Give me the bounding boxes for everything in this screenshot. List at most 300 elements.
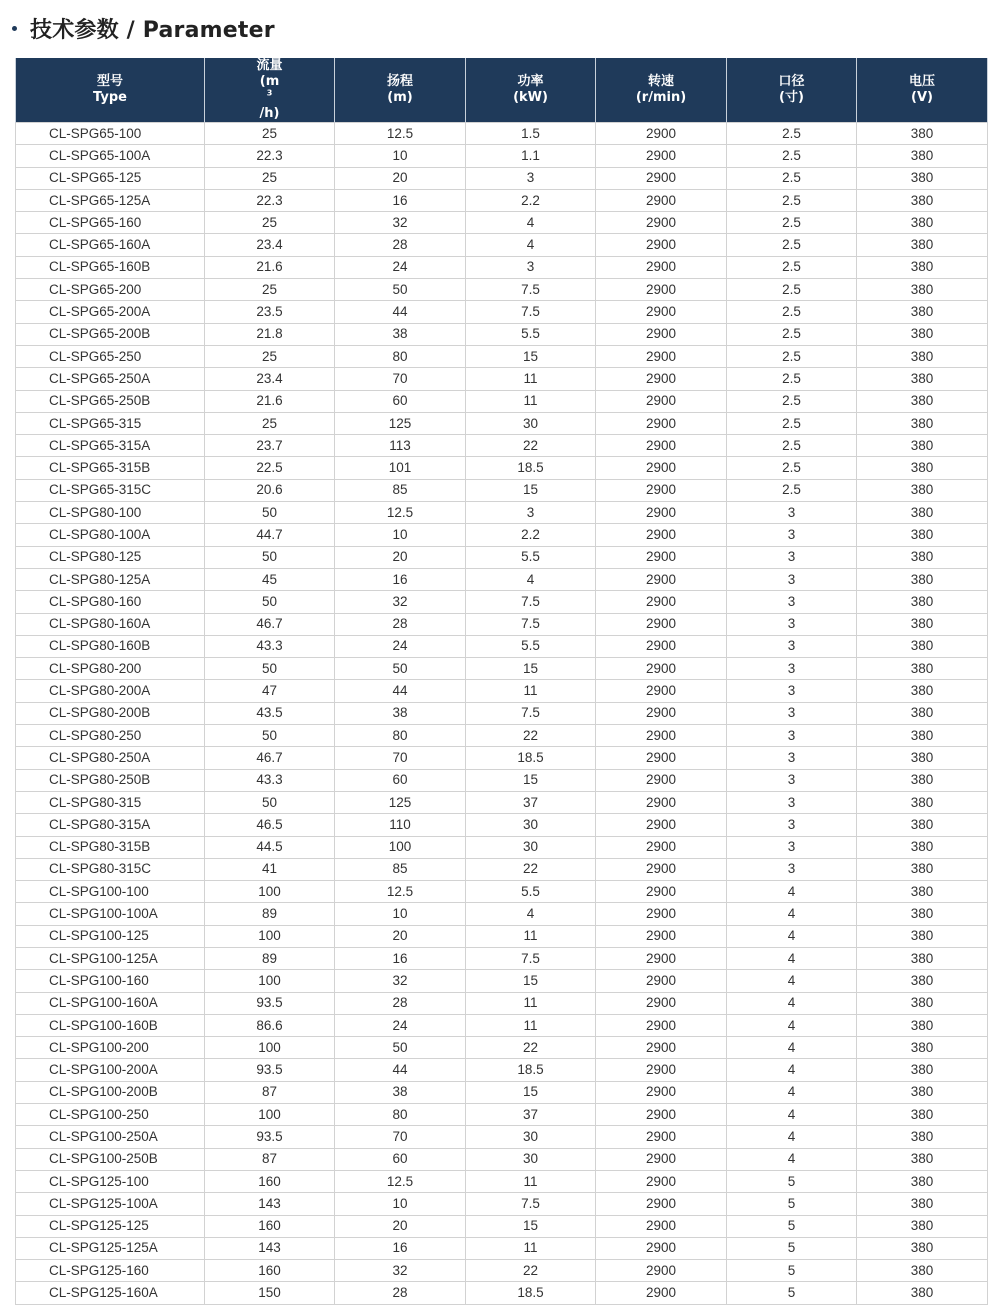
cell-head: 24 [335,256,466,278]
cell-speed: 2900 [596,345,727,367]
header-flow [205,58,335,123]
table-row [16,546,988,568]
cell-head: 24 [335,635,466,657]
cell-head: 16 [335,189,466,211]
cell-voltage: 380 [857,323,988,345]
cell-type: CL-SPG100-160B [16,1014,205,1036]
cell-speed: 2900 [596,903,727,925]
cell-voltage: 380 [857,658,988,680]
cell-type: CL-SPG65-200A [16,301,205,323]
header-type-cn: 型号 [96,74,123,89]
table-row [16,1037,988,1059]
cell-type: CL-SPG65-160B [16,256,205,278]
cell-caliber: 4 [727,970,857,992]
cell-speed: 2900 [596,970,727,992]
cell-voltage: 380 [857,457,988,479]
table-row [16,881,988,903]
cell-caliber: 4 [727,1081,857,1103]
cell-type: CL-SPG65-315 [16,412,205,434]
cell-flow: 22.3 [205,145,335,167]
cell-head: 10 [335,1193,466,1215]
cell-type: CL-SPG80-200 [16,658,205,680]
cell-speed: 2900 [596,323,727,345]
table-row [16,189,988,211]
table-row [16,212,988,234]
table-body [16,123,988,1305]
cell-speed: 2900 [596,189,727,211]
cell-type: CL-SPG80-250A [16,747,205,769]
cell-type: CL-SPG65-250 [16,345,205,367]
cell-voltage: 380 [857,702,988,724]
cell-type: CL-SPG65-125A [16,189,205,211]
cell-head: 80 [335,725,466,747]
table-row [16,925,988,947]
header-caliber-cn: 口径 [778,74,805,89]
cell-flow: 150 [205,1282,335,1304]
cell-flow: 46.7 [205,613,335,635]
cell-caliber: 5 [727,1260,857,1282]
table-row [16,524,988,546]
cell-head: 24 [335,1014,466,1036]
cell-voltage: 380 [857,189,988,211]
cell-power: 1.5 [466,123,596,145]
cell-speed: 2900 [596,925,727,947]
cell-flow: 25 [205,279,335,301]
cell-head: 28 [335,1282,466,1304]
cell-flow: 87 [205,1148,335,1170]
cell-speed: 2900 [596,123,727,145]
table-row [16,791,988,813]
cell-type: CL-SPG80-100 [16,502,205,524]
cell-type: CL-SPG65-315C [16,479,205,501]
cell-power: 5.5 [466,323,596,345]
cell-voltage: 380 [857,881,988,903]
table-row [16,858,988,880]
header-type [16,58,205,123]
cell-voltage: 380 [857,546,988,568]
cell-type: CL-SPG125-100A [16,1193,205,1215]
cell-caliber: 3 [727,546,857,568]
cell-power: 5.5 [466,546,596,568]
cell-caliber: 2.5 [727,457,857,479]
cell-speed: 2900 [596,791,727,813]
cell-type: CL-SPG125-100 [16,1170,205,1192]
cell-power: 7.5 [466,702,596,724]
cell-head: 20 [335,1215,466,1237]
cell-caliber: 4 [727,992,857,1014]
cell-speed: 2900 [596,1148,727,1170]
cell-head: 70 [335,1126,466,1148]
cell-head: 125 [335,791,466,813]
cell-caliber: 2.5 [727,323,857,345]
cell-caliber: 3 [727,725,857,747]
cell-speed: 2900 [596,836,727,858]
cell-head: 125 [335,412,466,434]
cell-head: 16 [335,1237,466,1259]
cell-head: 80 [335,345,466,367]
cell-voltage: 380 [857,568,988,590]
cell-type: CL-SPG80-160 [16,591,205,613]
cell-power: 37 [466,791,596,813]
cell-caliber: 4 [727,1104,857,1126]
table-row [16,591,988,613]
cell-speed: 2900 [596,1104,727,1126]
cell-speed: 2900 [596,256,727,278]
table-row [16,613,988,635]
table-row [16,747,988,769]
header-flow-unit: (m $^3$ /h) [259,74,280,121]
cell-caliber: 4 [727,881,857,903]
cell-head: 44 [335,680,466,702]
cell-voltage: 380 [857,1059,988,1081]
cell-power: 7.5 [466,613,596,635]
header-flow-cn: 流量 [256,58,283,73]
cell-type: CL-SPG80-200B [16,702,205,724]
cell-speed: 2900 [596,1215,727,1237]
cell-flow: 25 [205,123,335,145]
cell-power: 18.5 [466,747,596,769]
cell-caliber: 3 [727,680,857,702]
cell-power: 3 [466,256,596,278]
cell-speed: 2900 [596,635,727,657]
cell-caliber: 4 [727,1014,857,1036]
cell-flow: 100 [205,1037,335,1059]
cell-type: CL-SPG80-250 [16,725,205,747]
cell-flow: 160 [205,1215,335,1237]
cell-speed: 2900 [596,479,727,501]
cell-power: 11 [466,368,596,390]
cell-type: CL-SPG80-315 [16,791,205,813]
table-row [16,1014,988,1036]
cell-flow: 143 [205,1193,335,1215]
cell-caliber: 2.5 [727,189,857,211]
cell-type: CL-SPG100-250 [16,1104,205,1126]
cell-caliber: 4 [727,1037,857,1059]
cell-power: 18.5 [466,1059,596,1081]
header-caliber [727,58,857,123]
cell-power: 7.5 [466,947,596,969]
cell-head: 60 [335,390,466,412]
cell-type: CL-SPG65-200 [16,279,205,301]
cell-power: 3 [466,502,596,524]
cell-voltage: 380 [857,1081,988,1103]
cell-voltage: 380 [857,368,988,390]
cell-voltage: 380 [857,814,988,836]
cell-flow: 25 [205,412,335,434]
cell-speed: 2900 [596,457,727,479]
cell-head: 12.5 [335,502,466,524]
cell-flow: 93.5 [205,1059,335,1081]
cell-caliber: 3 [727,747,857,769]
page-title: 技术参数 / Parameter [30,17,275,43]
cell-caliber: 5 [727,1193,857,1215]
cell-caliber: 3 [727,635,857,657]
cell-head: 16 [335,568,466,590]
table-row [16,1148,988,1170]
table-row [16,992,988,1014]
cell-speed: 2900 [596,1260,727,1282]
cell-speed: 2900 [596,613,727,635]
table-row [16,502,988,524]
cell-power: 1.1 [466,145,596,167]
cell-power: 11 [466,925,596,947]
cell-caliber: 2.5 [727,145,857,167]
cell-head: 32 [335,212,466,234]
cell-flow: 50 [205,791,335,813]
cell-voltage: 380 [857,123,988,145]
cell-power: 2.2 [466,524,596,546]
cell-caliber: 4 [727,1059,857,1081]
cell-caliber: 2.5 [727,256,857,278]
cell-power: 30 [466,1148,596,1170]
table-row [16,568,988,590]
table-row [16,167,988,189]
cell-head: 110 [335,814,466,836]
table-row [16,323,988,345]
cell-speed: 2900 [596,546,727,568]
cell-voltage: 380 [857,301,988,323]
cell-caliber: 3 [727,769,857,791]
cell-head: 38 [335,702,466,724]
cell-voltage: 380 [857,903,988,925]
cell-type: CL-SPG80-125A [16,568,205,590]
cell-speed: 2900 [596,368,727,390]
table-row [16,814,988,836]
cell-voltage: 380 [857,345,988,367]
cell-caliber: 2.5 [727,123,857,145]
cell-head: 28 [335,992,466,1014]
cell-head: 60 [335,1148,466,1170]
cell-head: 32 [335,1260,466,1282]
cell-power: 5.5 [466,635,596,657]
cell-flow: 93.5 [205,1126,335,1148]
cell-type: CL-SPG65-200B [16,323,205,345]
cell-head: 50 [335,1037,466,1059]
table-row [16,903,988,925]
cell-speed: 2900 [596,680,727,702]
cell-flow: 23.7 [205,435,335,457]
cell-power: 4 [466,234,596,256]
cell-speed: 2900 [596,524,727,546]
cell-speed: 2900 [596,279,727,301]
cell-caliber: 3 [727,502,857,524]
cell-power: 30 [466,836,596,858]
table-row [16,1081,988,1103]
cell-power: 4 [466,212,596,234]
cell-caliber: 5 [727,1170,857,1192]
cell-speed: 2900 [596,702,727,724]
cell-head: 38 [335,1081,466,1103]
cell-head: 20 [335,546,466,568]
cell-voltage: 380 [857,725,988,747]
cell-type: CL-SPG65-160A [16,234,205,256]
cell-head: 32 [335,970,466,992]
cell-voltage: 380 [857,435,988,457]
header-head [335,58,466,123]
cell-speed: 2900 [596,992,727,1014]
cell-caliber: 3 [727,524,857,546]
cell-caliber: 5 [727,1215,857,1237]
cell-voltage: 380 [857,502,988,524]
cell-head: 16 [335,947,466,969]
cell-power: 22 [466,725,596,747]
cell-caliber: 4 [727,1126,857,1148]
cell-power: 7.5 [466,1193,596,1215]
cell-voltage: 380 [857,412,988,434]
cell-power: 2.2 [466,189,596,211]
cell-flow: 23.4 [205,368,335,390]
cell-voltage: 380 [857,167,988,189]
cell-power: 15 [466,970,596,992]
cell-head: 44 [335,301,466,323]
cell-type: CL-SPG80-200A [16,680,205,702]
cell-flow: 50 [205,546,335,568]
cell-voltage: 380 [857,479,988,501]
cell-flow: 50 [205,591,335,613]
cell-flow: 50 [205,502,335,524]
table-header-row [16,58,988,123]
cell-type: CL-SPG125-125A [16,1237,205,1259]
cell-type: CL-SPG65-125 [16,167,205,189]
cell-speed: 2900 [596,301,727,323]
cell-voltage: 380 [857,591,988,613]
table-row [16,123,988,145]
table-row [16,234,988,256]
cell-caliber: 2.5 [727,279,857,301]
cell-voltage: 380 [857,1126,988,1148]
cell-flow: 47 [205,680,335,702]
cell-voltage: 380 [857,256,988,278]
cell-caliber: 3 [727,568,857,590]
cell-power: 4 [466,903,596,925]
table-row [16,1237,988,1259]
cell-flow: 20.6 [205,479,335,501]
cell-type: CL-SPG65-100 [16,123,205,145]
header-head-cn: 扬程 [386,74,413,89]
table-row [16,680,988,702]
cell-head: 70 [335,747,466,769]
cell-voltage: 380 [857,970,988,992]
cell-voltage: 380 [857,524,988,546]
cell-head: 20 [335,167,466,189]
cell-caliber: 2.5 [727,435,857,457]
table-row [16,457,988,479]
cell-power: 11 [466,1237,596,1259]
cell-caliber: 4 [727,925,857,947]
cell-type: CL-SPG100-250B [16,1148,205,1170]
cell-speed: 2900 [596,658,727,680]
table-row [16,1282,988,1304]
cell-type: CL-SPG80-315A [16,814,205,836]
cell-head: 80 [335,1104,466,1126]
cell-type: CL-SPG80-315C [16,858,205,880]
cell-speed: 2900 [596,747,727,769]
cell-caliber: 5 [727,1282,857,1304]
cell-power: 7.5 [466,279,596,301]
table-row [16,1104,988,1126]
cell-type: CL-SPG100-200A [16,1059,205,1081]
cell-type: CL-SPG80-125 [16,546,205,568]
header-voltage-cn: 电压 [908,74,935,89]
cell-head: 28 [335,234,466,256]
cell-speed: 2900 [596,1081,727,1103]
cell-speed: 2900 [596,435,727,457]
cell-type: CL-SPG65-100A [16,145,205,167]
cell-power: 11 [466,390,596,412]
cell-caliber: 2.5 [727,412,857,434]
cell-power: 3 [466,167,596,189]
cell-type: CL-SPG100-125A [16,947,205,969]
cell-voltage: 380 [857,1215,988,1237]
cell-caliber: 3 [727,591,857,613]
cell-power: 18.5 [466,457,596,479]
cell-caliber: 2.5 [727,167,857,189]
cell-head: 12.5 [335,123,466,145]
cell-type: CL-SPG80-100A [16,524,205,546]
cell-voltage: 380 [857,992,988,1014]
cell-type: CL-SPG100-200 [16,1037,205,1059]
cell-caliber: 3 [727,658,857,680]
cell-speed: 2900 [596,881,727,903]
cell-voltage: 380 [857,635,988,657]
cell-flow: 43.3 [205,769,335,791]
cell-speed: 2900 [596,167,727,189]
cell-voltage: 380 [857,747,988,769]
cell-type: CL-SPG80-250B [16,769,205,791]
cell-type: CL-SPG125-160A [16,1282,205,1304]
cell-flow: 23.4 [205,234,335,256]
cell-flow: 21.8 [205,323,335,345]
cell-flow: 25 [205,212,335,234]
table-row [16,1193,988,1215]
table-row [16,836,988,858]
cell-caliber: 2.5 [727,234,857,256]
cell-type: CL-SPG100-160 [16,970,205,992]
cell-power: 22 [466,858,596,880]
cell-power: 4 [466,568,596,590]
cell-head: 50 [335,279,466,301]
cell-head: 10 [335,145,466,167]
cell-flow: 25 [205,167,335,189]
header-type-en: Type [93,90,127,105]
cell-head: 85 [335,479,466,501]
cell-voltage: 380 [857,836,988,858]
cell-flow: 100 [205,970,335,992]
cell-type: CL-SPG65-315A [16,435,205,457]
cell-caliber: 3 [727,858,857,880]
cell-type: CL-SPG125-160 [16,1260,205,1282]
cell-flow: 22.5 [205,457,335,479]
cell-voltage: 380 [857,1148,988,1170]
cell-voltage: 380 [857,925,988,947]
cell-flow: 44.5 [205,836,335,858]
cell-speed: 2900 [596,858,727,880]
header-speed-cn: 转速 [647,74,674,89]
cell-flow: 21.6 [205,390,335,412]
cell-speed: 2900 [596,769,727,791]
cell-flow: 160 [205,1170,335,1192]
cell-head: 60 [335,769,466,791]
cell-speed: 2900 [596,502,727,524]
cell-flow: 45 [205,568,335,590]
cell-speed: 2900 [596,1037,727,1059]
cell-voltage: 380 [857,769,988,791]
cell-speed: 2900 [596,412,727,434]
cell-speed: 2900 [596,1059,727,1081]
table-row [16,279,988,301]
section-title [12,10,275,46]
table-row [16,702,988,724]
